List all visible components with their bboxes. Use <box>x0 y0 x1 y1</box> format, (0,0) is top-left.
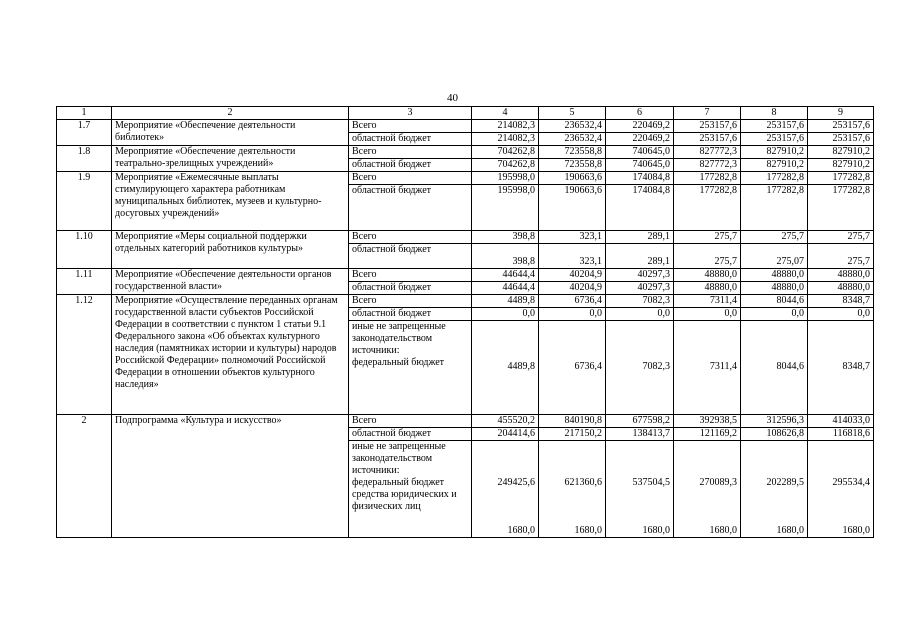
source-label: средства юридических и физических лиц <box>352 489 457 512</box>
value-cell: 40204,9 <box>539 269 606 282</box>
value-cell: 295534,4 <box>832 477 870 488</box>
value-cell: 275,7 <box>808 231 874 244</box>
row-number: 1.12 <box>57 295 112 415</box>
value-cell: 48880,0 <box>808 282 874 295</box>
table-row <box>57 415 874 428</box>
row-number: 1.10 <box>57 231 112 269</box>
value-cell: 289,1 <box>606 244 674 269</box>
value-cell: 0,0 <box>606 308 674 321</box>
value-cell: 275,07 <box>741 244 808 269</box>
value-cell: 1680,0 <box>842 525 870 536</box>
value-cell: 236532,4 <box>539 120 606 133</box>
value-cell: 621360,6 <box>564 477 602 488</box>
source-label: областной бюджет <box>349 308 472 321</box>
value-cell: 275,7 <box>741 231 808 244</box>
value-cell: 0,0 <box>674 308 741 321</box>
table-row <box>57 120 874 133</box>
value-cell: 270089,3 <box>699 477 737 488</box>
value-cell: 253157,6 <box>741 120 808 133</box>
budget-table <box>56 106 874 538</box>
value-cell: 827910,2 <box>808 146 874 159</box>
column-header-row <box>57 107 874 120</box>
value-cell: 827772,3 <box>674 159 741 172</box>
table-row <box>57 269 874 282</box>
value-cell: 116818,6 <box>808 428 874 441</box>
value-cell: 398,8 <box>472 231 539 244</box>
value-cell-group <box>674 441 741 538</box>
value-cell: 0,0 <box>472 308 539 321</box>
value-cell: 4489,8 <box>472 321 539 415</box>
value-cell: 704262,8 <box>472 159 539 172</box>
row-number: 2 <box>57 415 112 538</box>
value-cell: 723558,8 <box>539 159 606 172</box>
source-label: иные не запрещенные законодательством источники: <box>352 321 446 356</box>
value-cell: 1680,0 <box>709 525 737 536</box>
row-number: 1.8 <box>57 146 112 172</box>
value-cell: 236532,4 <box>539 133 606 146</box>
value-cell: 177282,8 <box>808 185 874 231</box>
value-cell: 253157,6 <box>674 133 741 146</box>
value-cell: 48880,0 <box>741 269 808 282</box>
value-cell: 121169,2 <box>674 428 741 441</box>
value-cell: 1680,0 <box>776 525 804 536</box>
value-cell: 253157,6 <box>674 120 741 133</box>
source-label: областной бюджет <box>349 282 472 295</box>
value-cell: 190663,6 <box>539 172 606 185</box>
value-cell: 840190,8 <box>539 415 606 428</box>
value-cell-group <box>472 441 539 538</box>
column-header: 3 <box>349 107 472 120</box>
source-label: Всего <box>349 172 472 185</box>
value-cell: 1680,0 <box>642 525 670 536</box>
value-cell: 392938,5 <box>674 415 741 428</box>
value-cell: 312596,3 <box>741 415 808 428</box>
value-cell-group <box>808 441 874 538</box>
value-cell: 204414,6 <box>472 428 539 441</box>
value-cell: 177282,8 <box>808 172 874 185</box>
value-cell: 8348,7 <box>808 321 874 415</box>
value-cell: 7311,4 <box>674 321 741 415</box>
value-cell: 195998,0 <box>472 172 539 185</box>
value-cell: 177282,8 <box>674 185 741 231</box>
value-cell: 827910,2 <box>741 146 808 159</box>
table-row <box>57 172 874 185</box>
value-cell: 740645,0 <box>606 146 674 159</box>
value-cell: 8044,6 <box>741 321 808 415</box>
column-header: 8 <box>741 107 808 120</box>
value-cell: 0,0 <box>808 308 874 321</box>
value-cell: 8044,6 <box>741 295 808 308</box>
value-cell: 275,7 <box>674 244 741 269</box>
source-label: Всего <box>349 120 472 133</box>
value-cell: 8348,7 <box>808 295 874 308</box>
column-header: 6 <box>606 107 674 120</box>
value-cell: 7311,4 <box>674 295 741 308</box>
value-cell: 4489,8 <box>472 295 539 308</box>
value-cell: 138413,7 <box>606 428 674 441</box>
value-cell: 220469,2 <box>606 120 674 133</box>
value-cell: 677598,2 <box>606 415 674 428</box>
table-row <box>57 231 874 244</box>
value-cell: 48880,0 <box>808 269 874 282</box>
value-cell-group <box>741 441 808 538</box>
value-cell: 275,7 <box>674 231 741 244</box>
value-cell-group <box>606 441 674 538</box>
value-cell: 253157,6 <box>808 133 874 146</box>
value-cell-group <box>539 441 606 538</box>
value-cell: 0,0 <box>539 308 606 321</box>
value-cell: 398,8 <box>472 244 539 269</box>
value-cell: 48880,0 <box>674 269 741 282</box>
value-cell: 48880,0 <box>741 282 808 295</box>
value-cell: 190663,6 <box>539 185 606 231</box>
page-number: 40 <box>447 92 458 104</box>
value-cell: 827772,3 <box>674 146 741 159</box>
value-cell: 202289,5 <box>766 477 804 488</box>
source-label: федеральный бюджет <box>352 477 445 488</box>
column-header: 7 <box>674 107 741 120</box>
value-cell: 455520,2 <box>472 415 539 428</box>
value-cell: 174084,8 <box>606 185 674 231</box>
source-label: областной бюджет <box>349 159 472 172</box>
value-cell: 6736,4 <box>539 321 606 415</box>
value-cell: 1680,0 <box>507 525 535 536</box>
row-name: Мероприятие «Меры социальной поддержки отдельных категорий работников культуры» <box>112 231 349 269</box>
source-label: Всего <box>349 146 472 159</box>
row-number: 1.9 <box>57 172 112 231</box>
value-cell: 108626,8 <box>741 428 808 441</box>
source-label: областной бюджет <box>349 133 472 146</box>
value-cell: 214082,3 <box>472 133 539 146</box>
value-cell: 177282,8 <box>741 185 808 231</box>
value-cell: 40204,9 <box>539 282 606 295</box>
value-cell: 723558,8 <box>539 146 606 159</box>
value-cell: 7082,3 <box>606 321 674 415</box>
value-cell: 1680,0 <box>574 525 602 536</box>
value-cell: 174084,8 <box>606 172 674 185</box>
value-cell: 44644,4 <box>472 282 539 295</box>
value-cell: 217150,2 <box>539 428 606 441</box>
source-label: областной бюджет <box>349 428 472 441</box>
row-number: 1.7 <box>57 120 112 146</box>
row-name: Мероприятие «Обеспечение деятельности органов государственной власти» <box>112 269 349 295</box>
row-number: 1.11 <box>57 269 112 295</box>
source-label: областной бюджет <box>349 244 472 269</box>
column-header: 9 <box>808 107 874 120</box>
source-label: Всего <box>349 231 472 244</box>
source-label: Всего <box>349 295 472 308</box>
value-cell: 195998,0 <box>472 185 539 231</box>
table-row <box>57 295 874 308</box>
value-cell: 537504,5 <box>632 477 670 488</box>
value-cell: 40297,3 <box>606 282 674 295</box>
column-header: 4 <box>472 107 539 120</box>
value-cell: 827910,2 <box>808 159 874 172</box>
value-cell: 414033,0 <box>808 415 874 428</box>
row-name: Подпрограмма «Культура и искусство» <box>112 415 349 538</box>
value-cell: 249425,6 <box>497 477 535 488</box>
value-cell: 323,1 <box>539 244 606 269</box>
row-name: Мероприятие «Обеспечение деятельности библиотек» <box>112 120 349 146</box>
value-cell: 253157,6 <box>808 120 874 133</box>
value-cell: 48880,0 <box>674 282 741 295</box>
source-label-group <box>349 321 472 415</box>
source-label: федеральный бюджет <box>352 357 445 368</box>
source-label: Всего <box>349 269 472 282</box>
row-name: Мероприятие «Осуществление переданных органам государственной власти субъектов Российской Федерации в соответствии с пунктом 1 статьи 9.1 Федерального закона «Об объектах культурного наследия (памятниках истории и культуры) народов Российской Федерации» полномочий Российской Федерации в отношении объектов культурного наследия» <box>112 295 349 415</box>
source-label: областной бюджет <box>349 185 472 231</box>
value-cell: 740645,0 <box>606 159 674 172</box>
row-name: Мероприятие «Обеспечение деятельности театрально-зрелищных учреждений» <box>112 146 349 172</box>
value-cell: 7082,3 <box>606 295 674 308</box>
value-cell: 40297,3 <box>606 269 674 282</box>
source-label: Всего <box>349 415 472 428</box>
value-cell: 44644,4 <box>472 269 539 282</box>
value-cell: 220469,2 <box>606 133 674 146</box>
value-cell: 253157,6 <box>741 133 808 146</box>
value-cell: 323,1 <box>539 231 606 244</box>
value-cell: 275,7 <box>808 244 874 269</box>
row-name: Мероприятие «Ежемесячные выплаты стимулирующего характера работникам муниципальных библиотек, музеев и культурно-досуговых учреждений» <box>112 172 349 231</box>
value-cell: 827910,2 <box>741 159 808 172</box>
table-row <box>57 146 874 159</box>
value-cell: 177282,8 <box>741 172 808 185</box>
value-cell: 214082,3 <box>472 120 539 133</box>
value-cell: 6736,4 <box>539 295 606 308</box>
column-header: 2 <box>112 107 349 120</box>
value-cell: 177282,8 <box>674 172 741 185</box>
value-cell: 0,0 <box>741 308 808 321</box>
source-label: иные не запрещенные законодательством источники: <box>352 441 446 476</box>
value-cell: 289,1 <box>606 231 674 244</box>
column-header: 5 <box>539 107 606 120</box>
value-cell: 704262,8 <box>472 146 539 159</box>
column-header: 1 <box>57 107 112 120</box>
source-label-group <box>349 441 472 538</box>
